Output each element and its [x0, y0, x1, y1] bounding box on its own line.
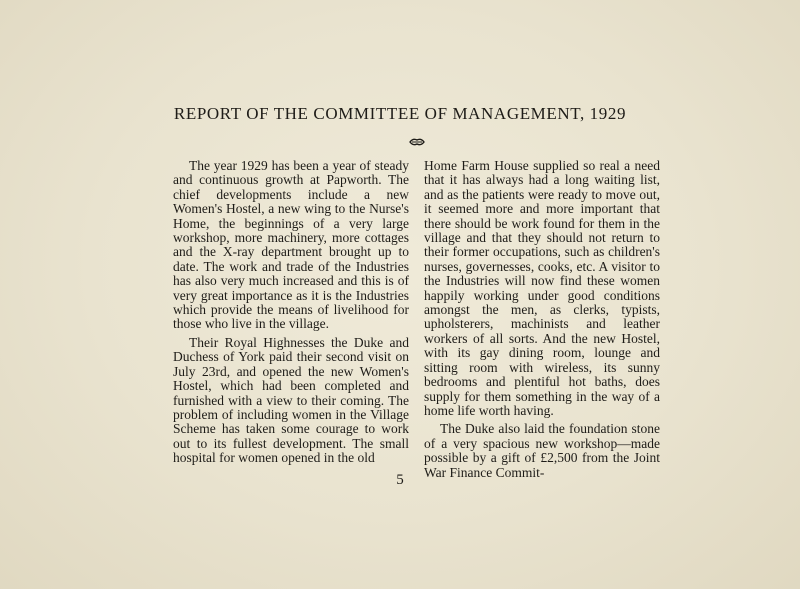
decorative-ornament-icon [409, 137, 425, 147]
right-column [424, 159, 660, 484]
paragraph: Home Farm House supplied so real a need that it has always had a long waiting list, and as the patients were ready to move out, it seemed more and more important that there should be work found for them in the village and that they should not return to their former occupations, such as children's nurses, governesses, cooks, etc. A visitor to the Industries will now find these women happily working under good conditions amongst the men, as clerks, typists, upholsterers, machinists and leather workers of all sorts. And the new Hostel, with its gay dining room, lounge and sitting room with wireless, its sunny bedrooms and plentiful hot baths, does supply for them something in the way of a home life worth having. [424, 158, 660, 418]
paragraph: The year 1929 has been a year of steady and continuous growth at Papworth. The chief developments include a new Women's Hostel, a new wing to the Nurse's Home, the beginnings of a very large workshop, more machinery, more cottages and the X-ray department brought up to date. The work and trade of the Industries has also very much increased and this is of very great importance as it is the Industries which provide the means of livelihood for those who live in the village. [173, 158, 409, 332]
paragraph: The Duke also laid the foundation stone of a very spacious new workshop—made possible by a gift of £2,500 from the Joint War Finance Commit- [424, 421, 660, 480]
left-column [173, 159, 409, 470]
report-title: REPORT OF THE COMMITTEE OF MANAGEMENT, 1929 [173, 104, 627, 123]
page-number: 5 [396, 472, 404, 488]
paragraph: Their Royal Highnesses the Duke and Duchess of York paid their second visit on July 23rd, and opened the new Women's Hostel, which had been completed and furnished with a view to their coming. The problem of including women in the Village Scheme has taken some courage to work out to its fullest development. The small hospital for women opened in the old [173, 334, 409, 466]
